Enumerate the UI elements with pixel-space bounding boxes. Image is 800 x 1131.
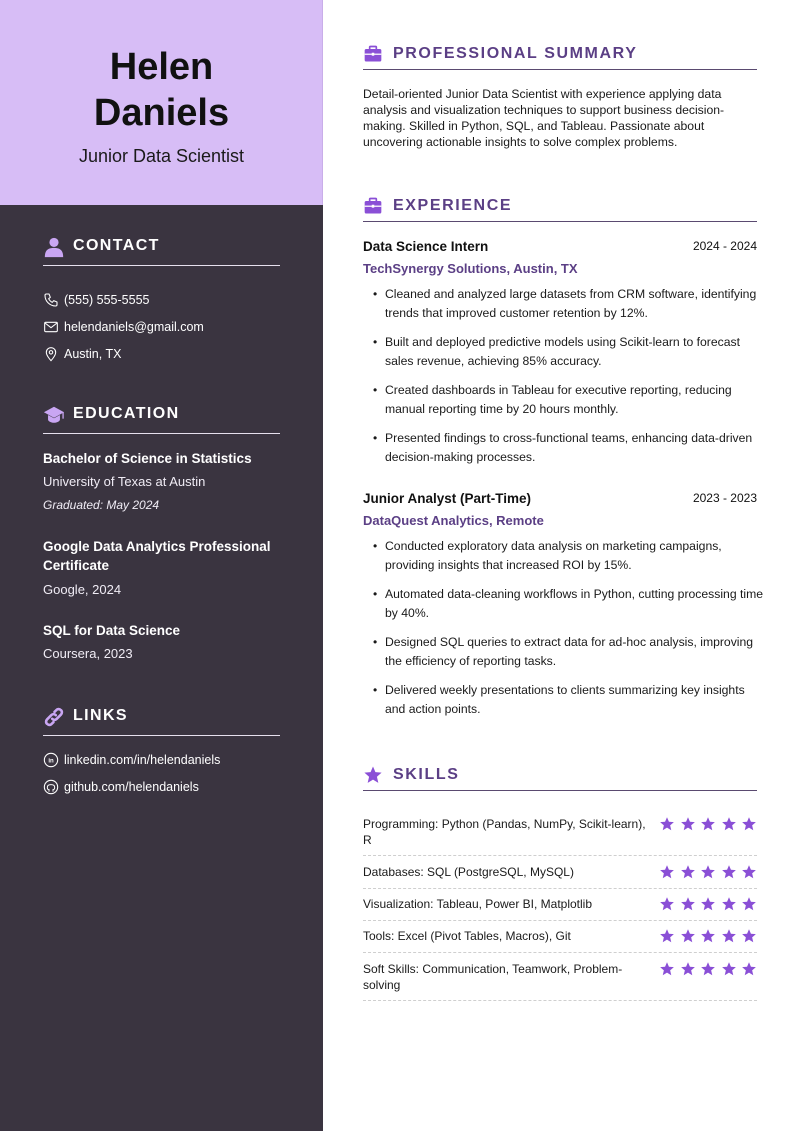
rating-star-icon — [700, 928, 716, 944]
job-role: Data Science Intern — [363, 239, 489, 254]
job-bullet — [373, 381, 768, 419]
links-heading-label: LINKS — [73, 707, 128, 724]
rating-star-icon — [659, 928, 675, 944]
education-heading — [43, 404, 280, 434]
github-text[interactable]: github.com/helendaniels — [64, 780, 199, 794]
summary-heading — [363, 44, 757, 70]
rating-star-icon — [659, 864, 675, 880]
rating-star-icon — [721, 816, 737, 832]
mail-icon — [43, 319, 59, 335]
first-name: Helen — [109, 46, 214, 88]
summary-heading-label: PROFESSIONAL SUMMARY — [393, 45, 638, 62]
skill-row — [363, 896, 757, 921]
rating-star-icon — [700, 961, 716, 977]
bullet-dot: • — [373, 539, 378, 553]
skill-row — [363, 864, 757, 889]
graduation-cap-icon — [43, 404, 65, 426]
contact-heading-label: CONTACT — [73, 237, 160, 254]
rating-star-icon — [700, 864, 716, 880]
rating-star-icon — [680, 896, 696, 912]
links-heading — [43, 706, 280, 736]
education-course-title: SQL for Data Science — [43, 623, 181, 638]
job-bullet-text: Automated data-cleaning workflows in Python, cutting processing time by 40%. — [385, 587, 764, 620]
job-bullet-text: Conducted exploratory data analysis on marketing campaigns, providing insights that increased ROI by 15%. — [385, 539, 722, 572]
rating-star-icon — [741, 816, 757, 832]
job-bullet — [373, 633, 768, 671]
linkedin-text[interactable]: linkedin.com/in/helendaniels — [64, 753, 221, 767]
skills-heading — [363, 765, 757, 791]
bullet-dot: • — [373, 383, 378, 397]
rating-star-icon — [741, 961, 757, 977]
link-icon — [43, 706, 65, 728]
rating-star-icon — [741, 896, 757, 912]
education-degree-school: University of Texas at Austin — [43, 474, 206, 489]
rating-star-icon — [741, 928, 757, 944]
bullet-dot: • — [373, 431, 378, 445]
job-role: Junior Analyst (Part-Time) — [363, 491, 532, 506]
last-name: Daniels — [93, 92, 230, 134]
phone-icon — [43, 292, 59, 308]
bullet-dot: • — [373, 587, 378, 601]
job-bullet-text: Designed SQL queries to extract data for ad-hoc analysis, improving the efficiency of reporting tasks. — [385, 635, 754, 668]
experience-heading-label: EXPERIENCE — [393, 197, 513, 214]
education-heading-label: EDUCATION — [73, 405, 180, 422]
skill-label: Soft Skills: Communication, Teamwork, Problem-solving — [363, 962, 623, 992]
job-bullet-text: Built and deployed predictive models using Scikit-learn to forecast sales revenue, achieving 85% accuracy. — [385, 335, 740, 368]
skill-rating — [655, 928, 758, 946]
bullet-dot: • — [373, 335, 378, 349]
rating-star-icon — [721, 928, 737, 944]
skill-rating — [655, 896, 758, 914]
skill-rating — [655, 961, 758, 979]
education-course-issuer: Coursera, 2023 — [43, 646, 133, 661]
skills-heading-label: SKILLS — [393, 766, 460, 783]
job-dates: 2023 - 2023 — [692, 491, 757, 505]
bullet-dot: • — [373, 287, 378, 301]
skill-label: Tools: Excel (Pivot Tables, Macros), Git — [363, 929, 571, 943]
rating-star-icon — [700, 816, 716, 832]
skill-rating — [655, 816, 758, 834]
rating-star-icon — [680, 864, 696, 880]
skill-label: Programming: Python (Pandas, NumPy, Scikit-learn), R — [363, 817, 646, 847]
rating-star-icon — [659, 816, 675, 832]
job-title: Junior Data Scientist — [78, 146, 245, 166]
briefcase-icon — [363, 44, 383, 64]
skill-label: Databases: SQL (PostgreSQL, MySQL) — [363, 865, 574, 879]
rating-star-icon — [659, 961, 675, 977]
rating-star-icon — [741, 864, 757, 880]
rating-star-icon — [680, 816, 696, 832]
bullet-dot: • — [373, 683, 378, 697]
phone-text[interactable]: (555) 555-5555 — [64, 293, 150, 307]
skill-rating — [655, 864, 758, 882]
rating-star-icon — [680, 961, 696, 977]
location-text: Austin, TX — [64, 347, 122, 361]
job-bullet-text: Created dashboards in Tableau for executive reporting, reducing manual reporting time by 20 hours monthly. — [385, 383, 732, 416]
summary-text: Detail-oriented Junior Data Scientist with experience applying data analysis and visualization techniques to support business decision-making. Skilled in Python, SQL, and Tableau. Passionate about uncovering actionable insights to solve complex problems. — [363, 87, 725, 149]
education-cert-issuer: Google, 2024 — [43, 582, 122, 597]
rating-star-icon — [700, 896, 716, 912]
job-company: DataQuest Analytics, Remote — [363, 513, 544, 528]
rating-star-icon — [659, 896, 675, 912]
experience-heading — [363, 196, 757, 222]
job-bullet — [373, 585, 768, 623]
briefcase-icon — [363, 196, 383, 216]
user-icon — [43, 236, 65, 258]
job-bullet-text: Delivered weekly presentations to clients summarizing key insights and action points. — [385, 683, 745, 716]
job-bullet — [373, 681, 768, 719]
skill-row — [363, 928, 757, 953]
education-degree-title: Bachelor of Science in Statistics — [43, 451, 252, 466]
bullet-dot: • — [373, 635, 378, 649]
job-dates: 2024 - 2024 — [692, 239, 757, 253]
github-icon — [43, 779, 59, 795]
star-icon — [363, 765, 383, 785]
job-bullet — [373, 537, 768, 575]
job-bullet-text: Cleaned and analyzed large datasets from CRM software, identifying trends that improved customer retention by 12%. — [385, 287, 757, 320]
skill-row — [363, 816, 757, 856]
rating-star-icon — [721, 864, 737, 880]
svg-text:in: in — [48, 758, 54, 765]
email-text[interactable]: helendaniels@gmail.com — [64, 320, 204, 334]
job-bullet — [373, 429, 768, 467]
linkedin-icon — [43, 752, 59, 768]
job-bullet — [373, 333, 768, 371]
rating-star-icon — [680, 928, 696, 944]
job-bullet — [373, 285, 768, 323]
job-company: TechSynergy Solutions, Austin, TX — [363, 261, 578, 276]
skill-label: Visualization: Tableau, Power BI, Matplotlib — [363, 897, 593, 911]
name-block — [0, 0, 323, 205]
job-bullet-text: Presented findings to cross-functional teams, enhancing data-driven decision-making processes. — [385, 431, 753, 464]
rating-star-icon — [721, 896, 737, 912]
rating-star-icon — [721, 961, 737, 977]
education-cert-title: Google Data Analytics Professional Certificate — [43, 539, 271, 573]
education-degree-date: Graduated: May 2024 — [43, 498, 160, 512]
contact-heading — [43, 236, 280, 266]
skill-row — [363, 961, 757, 1001]
location-pin-icon — [43, 346, 59, 362]
